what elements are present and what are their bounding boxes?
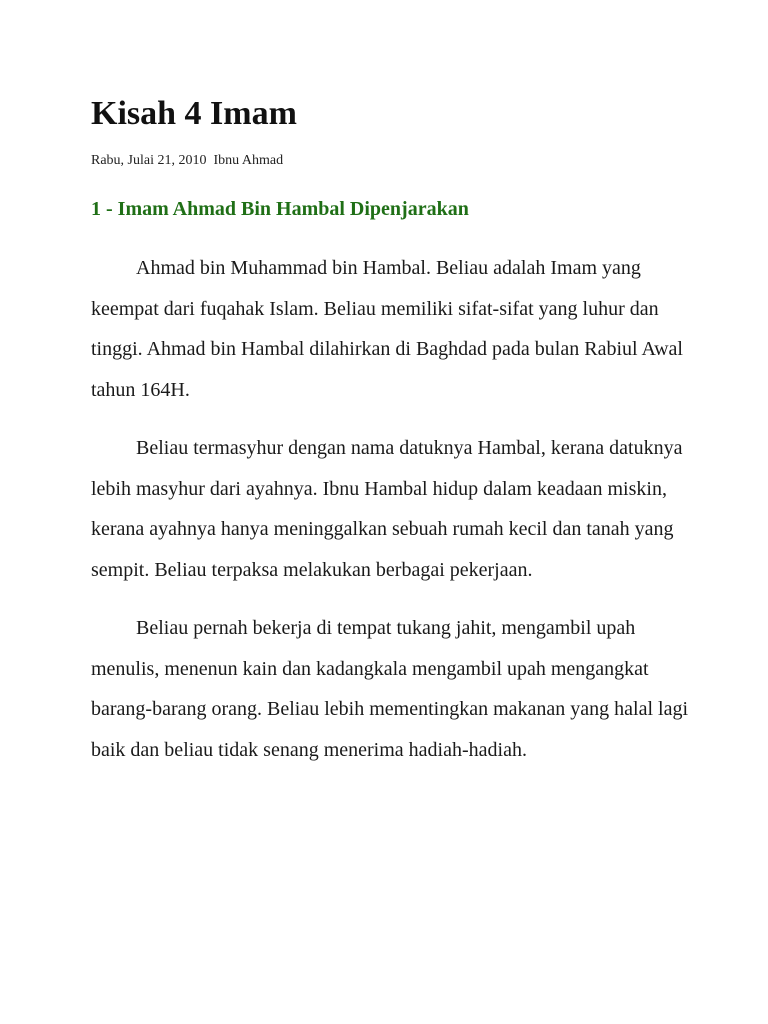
paragraph-1: Ahmad bin Muhammad bin Hambal. Beliau adalah Imam yang keempat dari fuqahak Islam. Beliau memiliki sifat-sifat yang luhur dan tinggi. Ahmad bin Hambal dilahirkan di Baghdad pada bulan Rabiul Awal tahun 164H. [91, 257, 683, 401]
paragraph-2: Beliau termasyhur dengan nama datuknya Hambal, kerana datuknya lebih masyhur dari ayahnya. Ibnu Hambal hidup dalam keadaan miskin, kerana ayahnya hanya meninggalkan sebuah rumah kecil dan tanah yang sempit. Beliau terpaksa melakukan berbagai pekerjaan. [91, 437, 683, 581]
post-meta [91, 152, 691, 170]
paragraph-3: Beliau pernah bekerja di tempat tukang jahit, mengambil upah menulis, menenun kain dan kadangkala mengambil upah mengangkat barang-barang orang. Beliau lebih mementingkan makanan yang halal lagi baik dan beliau tidak senang menerima hadiah-hadiah. [91, 617, 689, 761]
section-heading: 1 - Imam Ahmad Bin Hambal Dipenjarakan [91, 198, 469, 220]
post-author: Ibnu Ahmad [213, 153, 284, 168]
post-date: Rabu, Julai 21, 2010 [91, 153, 207, 168]
document-page [91, 92, 691, 770]
page-title: Kisah 4 Imam [91, 95, 297, 132]
